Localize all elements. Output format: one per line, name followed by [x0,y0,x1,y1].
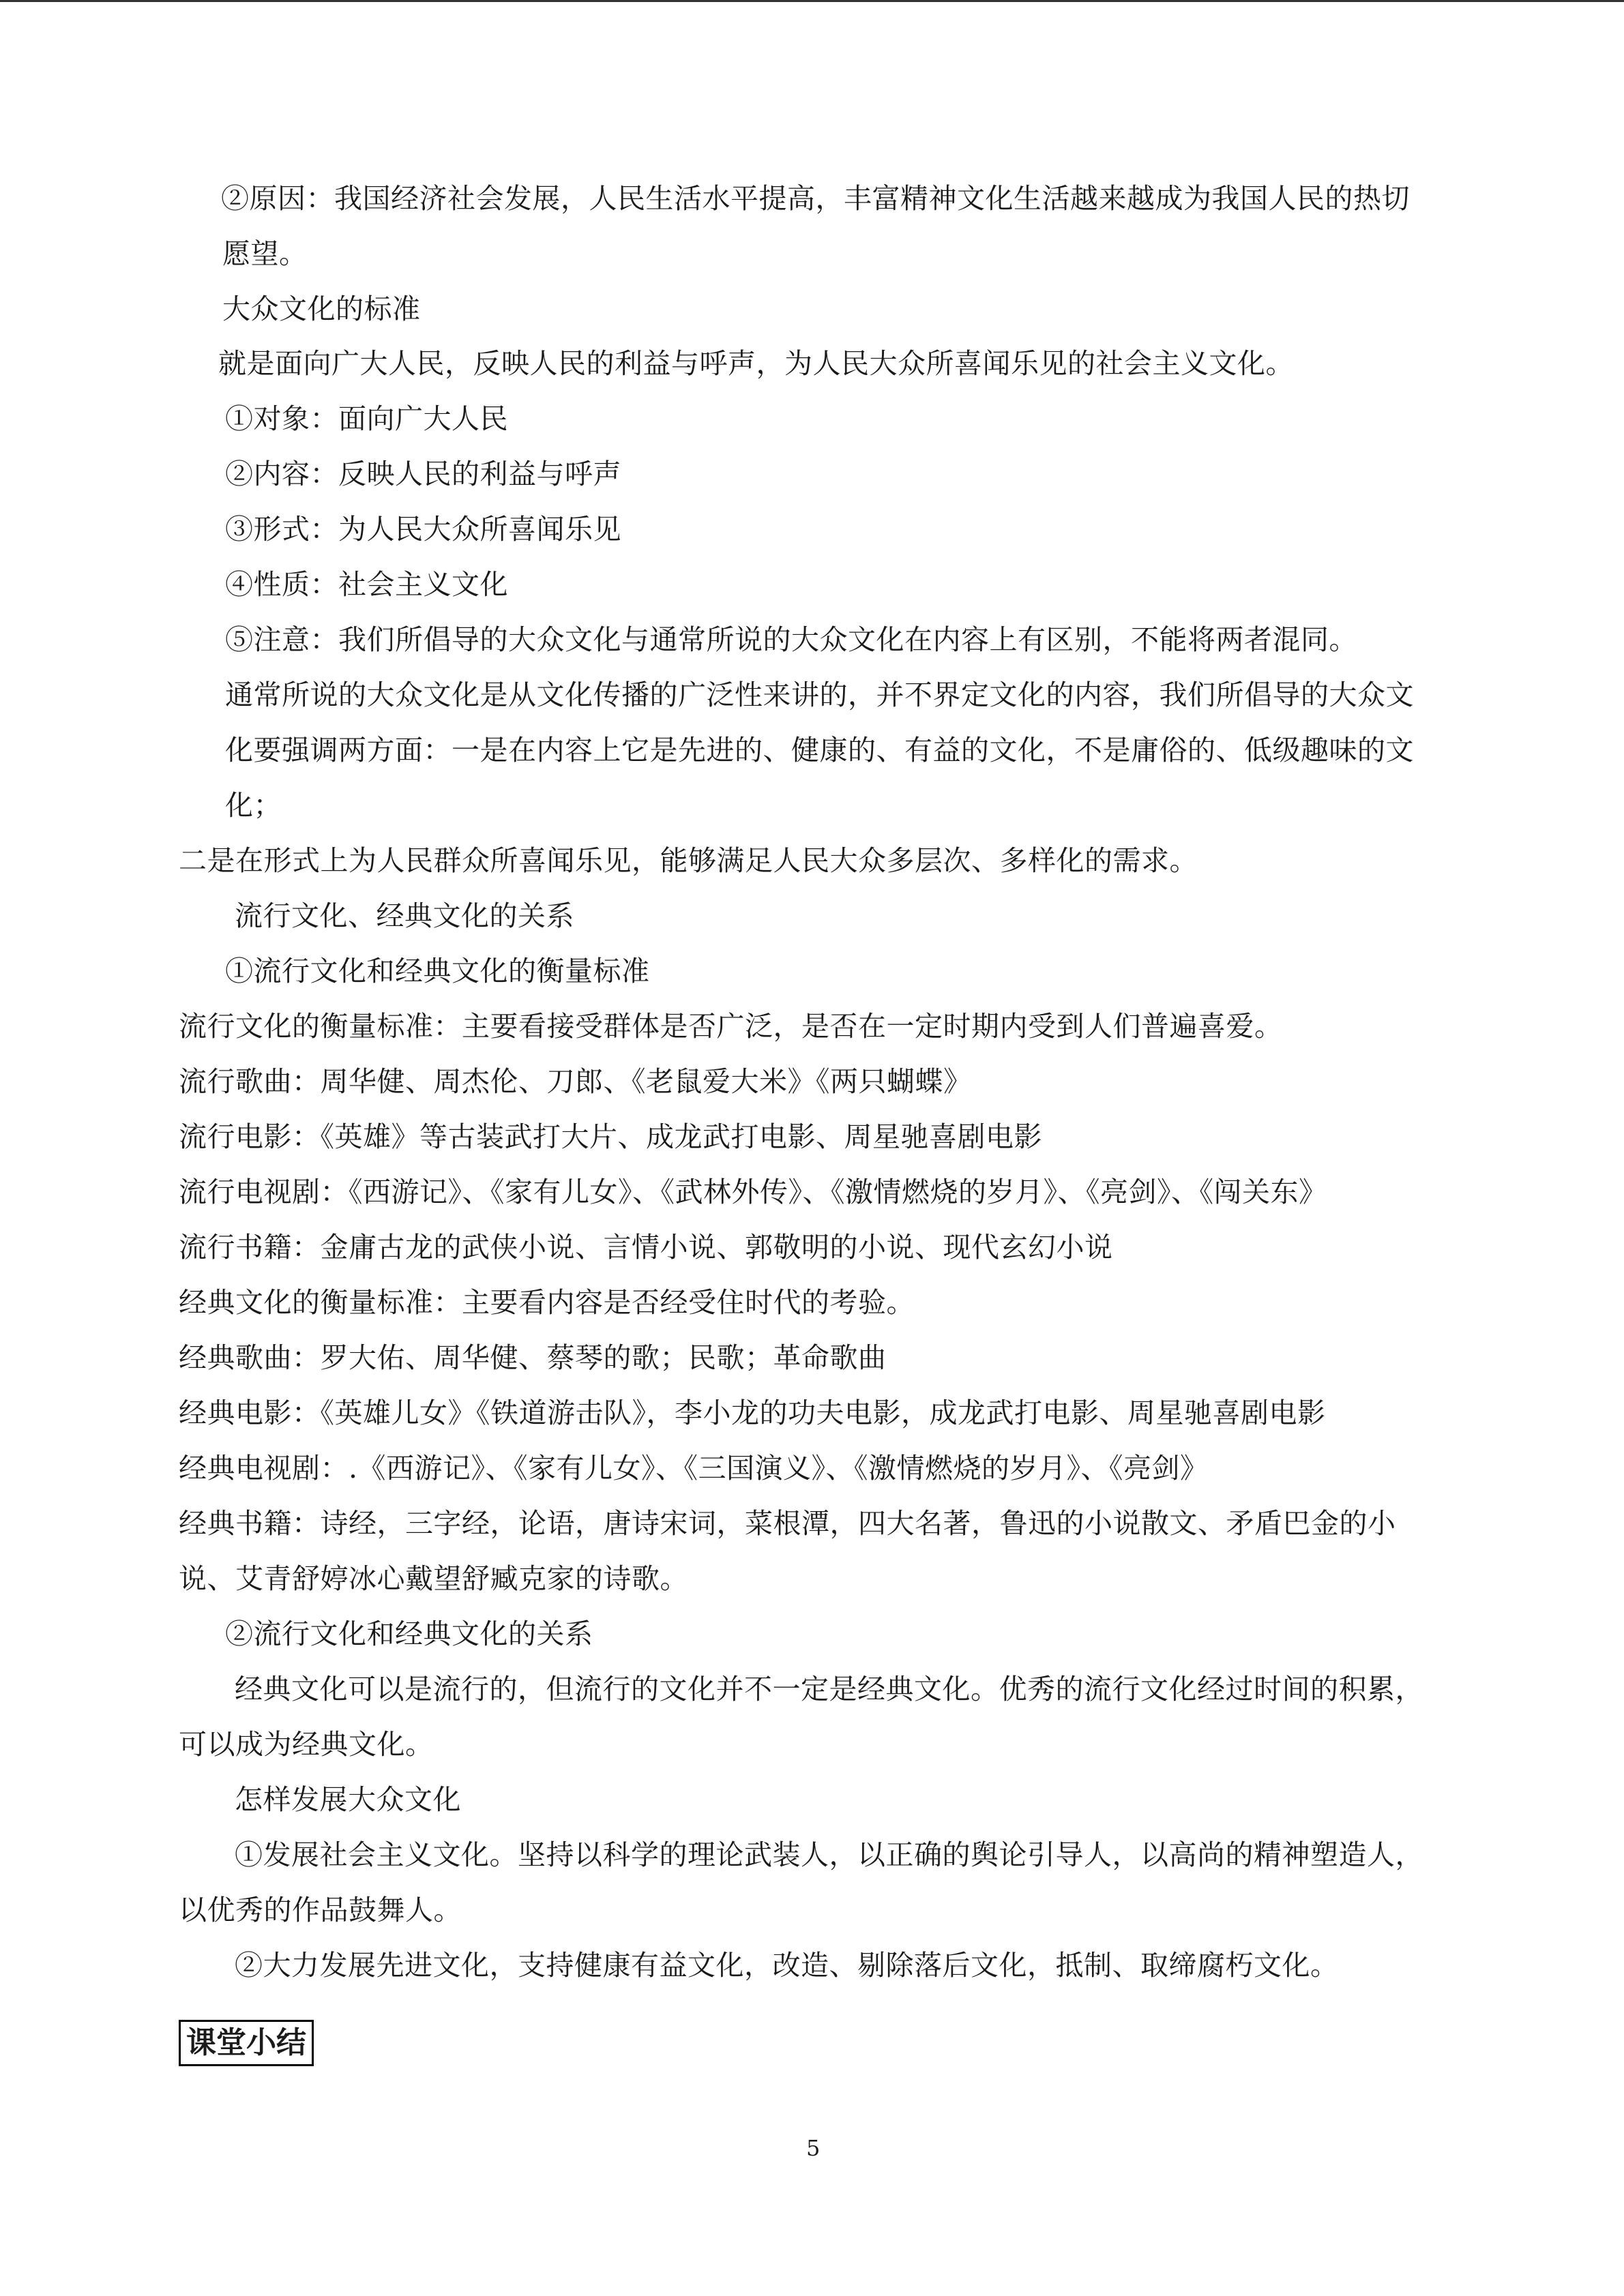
body-line: 就是面向广大人民，反映人民的利益与呼声，为人民大众所喜闻乐见的社会主义文化。 [218,347,1294,380]
body-line: ②大力发展先进文化，支持健康有益文化，改造、剔除落后文化，抵制、取缔腐朽文化。 [235,1949,1339,1982]
body-line: 说、艾青舒婷冰心戴望舒臧克家的诗歌。 [179,1562,688,1595]
body-line: 经典书籍：诗经，三字经，论语，唐诗宋词，菜根潭，四大名著，鲁迅的小说散文、矛盾巴金的小 [179,1507,1396,1540]
body-line: 经典歌曲：罗大佑、周华健、蔡琴的歌；民歌；革命歌曲 [179,1341,887,1374]
page-number: 5 [806,2135,821,2161]
body-line: 经典电影：《英雄儿女》《铁道游击队》，李小龙的功夫电影，成龙武打电影、周星驰喜剧电影 [179,1397,1326,1429]
body-line: 流行电影：《英雄》等古装武打大片、成龙武打电影、周星驰喜剧电影 [179,1120,1042,1153]
body-line: 可以成为经典文化。 [179,1728,434,1761]
body-line: ③形式：为人民大众所喜闻乐见 [225,513,621,546]
body-line: 通常所说的大众文化是从文化传播的广泛性来讲的，并不界定文化的内容，我们所倡导的大众文 [225,679,1414,711]
section-heading-class-summary: 课堂小结 [179,2020,314,2066]
body-line: 经典电视剧：.《西游记》、《家有儿女》、《三国演义》、《激情燃烧的岁月》、《亮剑》 [179,1452,1209,1485]
body-line: 经典文化可以是流行的，但流行的文化并不一定是经典文化。优秀的流行文化经过时间的积累， [235,1673,1423,1705]
body-line: 以优秀的作品鼓舞人。 [179,1894,462,1926]
body-line: 流行书籍：金庸古龙的武侠小说、言情小说、郭敬明的小说、现代玄幻小说 [179,1231,1113,1264]
body-line: 二是在形式上为人民群众所喜闻乐见，能够满足人民大众多层次、多样化的需求。 [179,844,1198,877]
body-line: 流行电视剧：《西游记》、《家有儿女》、《武林外传》、《激情燃烧的岁月》、《亮剑》、《闯关东》 [179,1176,1327,1208]
top-border-line [0,0,1624,2]
body-line: 经典文化的衡量标准：主要看内容是否经受住时代的考验。 [179,1286,915,1319]
body-line: ②内容：反映人民的利益与呼声 [225,458,621,490]
body-line: 化要强调两方面：一是在内容上它是先进的、健康的、有益的文化，不是庸俗的、低级趣味的文 [225,734,1414,766]
body-line: 流行歌曲：周华健、周杰伦、刀郎、《老鼠爱大米》《两只蝴蝶》 [179,1065,972,1098]
body-line: ①发展社会主义文化。坚持以科学的理论武装人，以正确的舆论引导人，以高尚的精神塑造人， [235,1838,1423,1871]
body-line: 流行文化、经典文化的关系 [235,899,574,932]
body-line: 怎样发展大众文化 [235,1783,461,1816]
body-line: ②原因：我国经济社会发展，人民生活水平提高，丰富精神文化生活越来越成为我国人民的热切 [221,182,1410,215]
body-line: 化； [225,789,282,822]
body-line: ④性质：社会主义文化 [225,568,508,601]
body-line: ②流行文化和经典文化的关系 [225,1617,593,1650]
body-line: ①流行文化和经典文化的衡量标准 [225,955,650,987]
body-line: 愿望。 [222,237,308,270]
body-line: ①对象：面向广大人民 [225,402,508,435]
body-line: 大众文化的标准 [222,293,421,325]
body-line: 流行文化的衡量标准：主要看接受群体是否广泛，是否在一定时期内受到人们普遍喜爱。 [179,1010,1283,1043]
body-line: ⑤注意：我们所倡导的大众文化与通常所说的大众文化在内容上有区别，不能将两者混同。 [225,623,1357,656]
